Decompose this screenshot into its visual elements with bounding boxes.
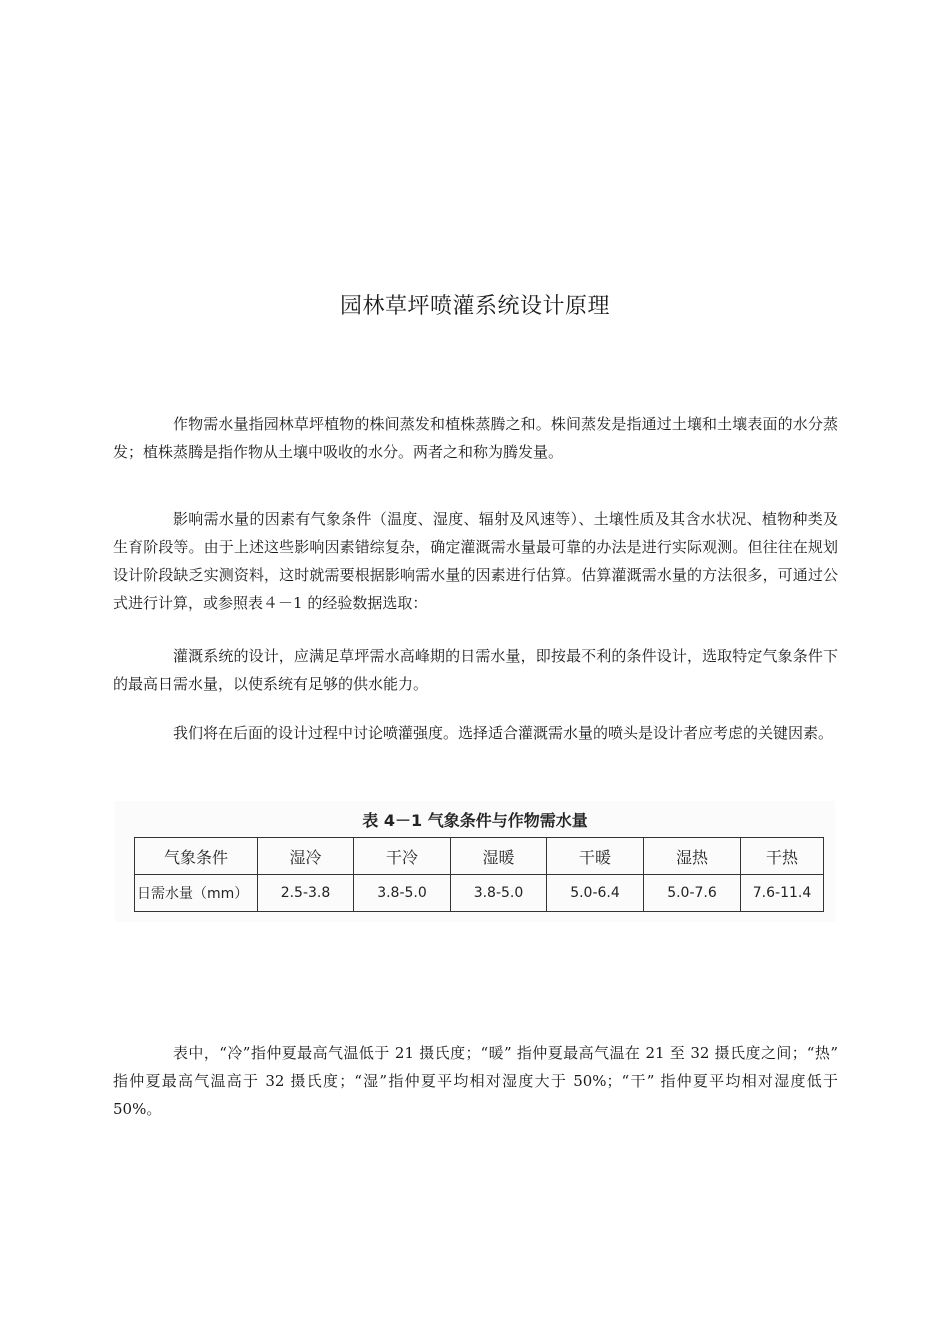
table-cell: 5.0-6.4 (547, 875, 644, 912)
climate-water-demand-table (134, 837, 824, 912)
table-cell: 3.8-5.0 (354, 875, 451, 912)
table-row (135, 875, 824, 912)
table-cell: 7.6-11.4 (741, 875, 824, 912)
page-title: 园林草坪喷灌系统设计原理 (339, 294, 610, 319)
table-header-row (135, 838, 824, 875)
paragraph-water-demand-definition: 作物需水量指园林草坪植物的株间蒸发和植株蒸腾之和。株间蒸发是指通过土壤和土壤表面的水分蒸发；植株蒸腾是指作物从土壤中吸收的水分。两者之和称为腾发量。 (113, 415, 838, 461)
paragraph-sprinkler-intensity: 我们将在后面的设计过程中讨论喷灌强度。选择适合灌溉需水量的喷头是设计者应考虑的关键因素。 (173, 724, 834, 742)
table-caption: 表 4－1 气象条件与作物需水量 (362, 811, 588, 830)
table-header-cell: 气象条件 (135, 838, 258, 875)
table-header-cell: 干暖 (547, 838, 644, 875)
table-cell: 3.8-5.0 (451, 875, 547, 912)
table-header-cell: 干热 (741, 838, 824, 875)
paragraph-table-notes: 表中，“冷”指仲夏最高气温低于 21 摄氏度；“暖” 指仲夏最高气温在 21 至 32 摄氏度之间；“热” 指仲夏最高气温高于 32 摄氏度；“湿”指仲夏平均相对湿度大于 50%；“干” 指仲夏平均相对湿度低于 50%。 (113, 1044, 838, 1118)
table-cell: 2.5-3.8 (258, 875, 354, 912)
paragraph-influencing-factors: 影响需水量的因素有气象条件（温度、湿度、辐射及风速等）、土壤性质及其含水状况、植物种类及生育阶段等。由于上述这些影响因素错综复杂，确定灌溉需水量最可靠的办法是进行实际观测。但往往在规划设计阶段缺乏实测资料，这时就需要根据影响需水量的因素进行估算。估算灌溉需水量的方法很多，可通过公式进行计算，或参照表４－1 的经验数据选取： (113, 510, 838, 612)
paragraph-system-design: 灌溉系统的设计，应满足草坪需水高峰期的日需水量，即按最不利的条件设计，选取特定气象条件下的最高日需水量，以使系统有足够的供水能力。 (113, 647, 838, 693)
table-header-cell: 湿热 (644, 838, 741, 875)
table-row-label: 日需水量（mm） (135, 875, 258, 912)
table-header-cell: 干冷 (354, 838, 451, 875)
table-figure (115, 801, 835, 922)
table-cell: 5.0-7.6 (644, 875, 741, 912)
table-header-cell: 湿冷 (258, 838, 354, 875)
table-header-cell: 湿暖 (451, 838, 547, 875)
